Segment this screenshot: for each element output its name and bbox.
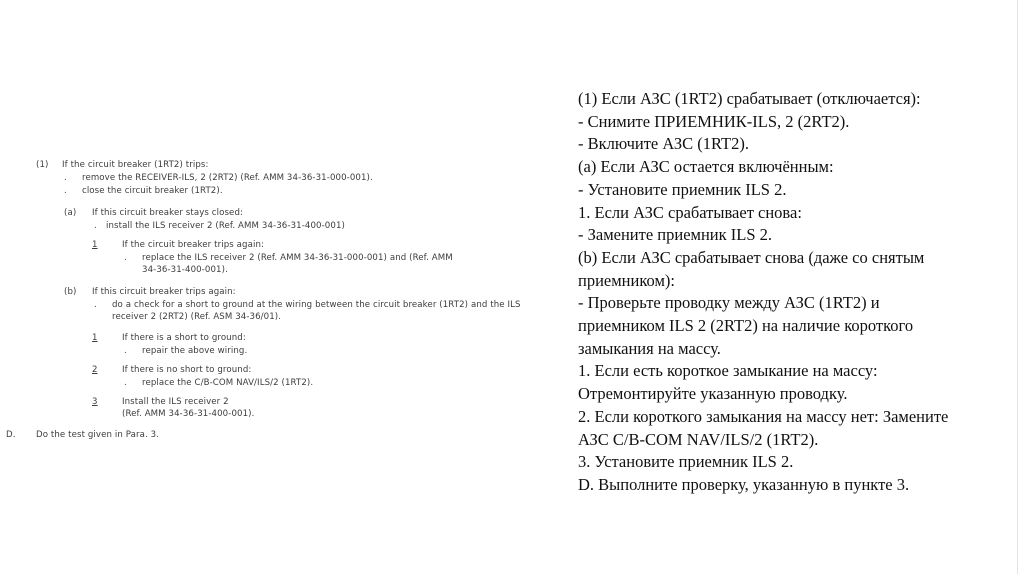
bullet: . <box>124 253 127 263</box>
bullet: . <box>64 173 67 183</box>
translation-line: замыкания на массу. <box>578 338 721 358</box>
step-b-3-marker: 3 <box>92 397 98 407</box>
english-procedure-scan <box>6 158 570 458</box>
step-b-1-sub: repair the above wiring. <box>142 346 248 356</box>
translation-line: D. Выполните проверку, указанную в пункте 3. <box>578 474 910 494</box>
step-1-sub-2: close the circuit breaker (1RT2). <box>82 186 223 196</box>
translation-line: (a) Если АЗС остается включённым: <box>578 157 834 177</box>
step-a-1-sub-line-1: replace the ILS receiver 2 (Ref. AMM 34-36-31-000-001) and (Ref. AMM <box>142 253 453 263</box>
translation-line: - Проверьте проводку между АЗС (1RT2) и <box>578 293 880 313</box>
step-d-text: Do the test given in Para. 3. <box>36 430 160 440</box>
translation-line: 3. Установите приемник ILS 2. <box>578 452 794 472</box>
step-b-2-marker: 2 <box>92 365 98 375</box>
bullet: . <box>94 300 97 310</box>
step-b-1-marker: 1 <box>92 333 98 343</box>
step-b-2-sub: replace the C/B-COM NAV/ILS/2 (1RT2). <box>142 378 314 388</box>
translation-line: (1) Если АЗС (1RT2) срабатывает (отключается): <box>578 89 921 108</box>
bullet: . <box>124 378 127 388</box>
step-a-1-sub-line-2: 34-36-31-400-001). <box>142 265 228 275</box>
russian-translation <box>578 88 1018 497</box>
step-1-marker: (1) <box>36 160 49 170</box>
step-a-1-text: If the circuit breaker trips again: <box>122 240 264 250</box>
step-a-1-marker: 1 <box>92 240 98 250</box>
translation-line: Отремонтируйте указанную проводку. <box>578 384 848 404</box>
step-b-marker: (b) <box>64 287 77 297</box>
translation-line: 2. Если короткого замыкания на массу нет: Замените <box>578 406 949 426</box>
step-b-3-text: Install the ILS receiver 2 <box>122 397 229 407</box>
step-a-sub: install the ILS receiver 2 (Ref. AMM 34-36-31-400-001) <box>106 221 345 231</box>
step-d-marker: D. <box>6 430 16 440</box>
step-b-sub-line-2: receiver 2 (2RT2) (Ref. ASM 34-36/01). <box>112 312 282 322</box>
bullet: . <box>124 346 127 356</box>
step-b-1-text: If there is a short to ground: <box>122 333 246 343</box>
translation-line: - Включите АЗС (1RT2). <box>578 134 749 154</box>
translation-line: приемником): <box>578 270 675 290</box>
step-b-text: If this circuit breaker trips again: <box>92 287 236 297</box>
translation-line: 1. Если АЗС срабатывает снова: <box>578 202 802 222</box>
translation-line: - Замените приемник ILS 2. <box>578 225 773 245</box>
translation-line: приемником ILS 2 (2RT2) на наличие короткого <box>578 316 914 336</box>
step-1-sub-1: remove the RECEIVER-ILS, 2 (2RT2) (Ref. AMM 34-36-31-000-001). <box>82 173 373 183</box>
translation-line: - Снимите ПРИЕМНИК-ILS, 2 (2RT2). <box>578 111 850 131</box>
translation-line: 1. Если есть короткое замыкание на массу: <box>578 361 878 381</box>
translation-line: (b) Если АЗС срабатывает снова (даже со снятым <box>578 247 925 267</box>
step-b-3-sub: (Ref. AMM 34-36-31-400-001). <box>122 409 255 419</box>
step-b-2-text: If there is no short to ground: <box>122 365 252 375</box>
step-b-sub-line-1: do a check for a short to ground at the wiring between the circuit breaker (1RT2) and the ILS <box>112 300 521 310</box>
translation-line: - Установите приемник ILS 2. <box>578 179 787 199</box>
step-1-text: If the circuit breaker (1RT2) trips: <box>62 160 209 170</box>
step-a-text: If this circuit breaker stays closed: <box>92 208 243 218</box>
bullet: . <box>94 221 97 231</box>
translation-line: АЗС C/B-COM NAV/ILS/2 (1RT2). <box>578 429 819 449</box>
bullet: . <box>64 186 67 196</box>
step-a-marker: (a) <box>64 208 77 218</box>
